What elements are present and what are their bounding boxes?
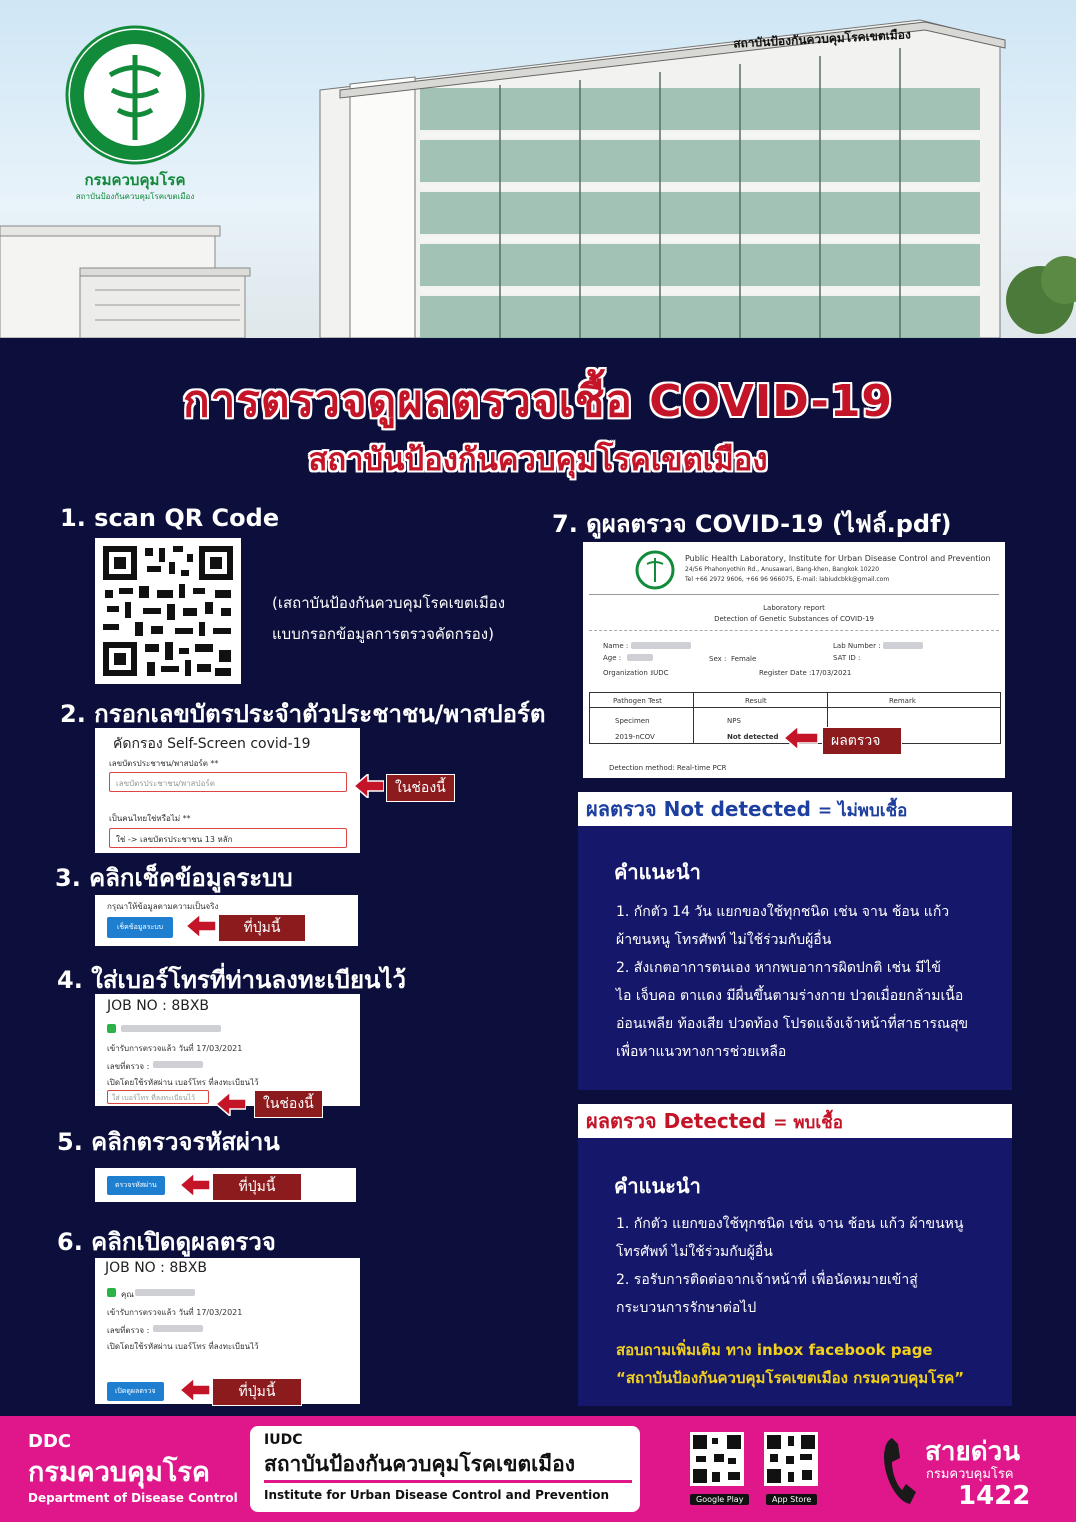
qr-note-line-1: (เสถาบันป้องกันควบคุมโรคเขตเมือง (272, 594, 506, 612)
report-subtitle: Detection of Genetic Substances of COVID-19 (714, 615, 874, 623)
qr-note-line-2: แบบกรอกข้อมูลการตรวจคัดกรอง) (272, 625, 494, 643)
contact-info (616, 1336, 964, 1392)
table-divider (693, 692, 694, 744)
organization-value: IUDC (651, 669, 669, 677)
hero-banner (0, 0, 1076, 338)
test-number-label: เลขที่ตรวจ : (107, 1326, 150, 1335)
report-address: 24/56 Phahonyothin Rd., Anusawari, Bang-khen, Bangkok 10220 (685, 566, 880, 573)
page-subtitle: สถาบันป้องกันควบคุมโรคเขตเมือง (308, 442, 768, 478)
arrow-left-icon (180, 1173, 210, 1197)
arrow-left-icon (784, 726, 818, 750)
building-sign: สถาบันป้องกันควบคุมโรคเขตเมือง (732, 27, 912, 51)
not-detected-header (578, 792, 1012, 826)
detected-meaning: = พบเชื้อ (773, 1113, 843, 1133)
hotline-label: สายด่วน (925, 1437, 1020, 1467)
report-contact: Tel +66 2972 9606, +66 96 966075, E-mail: labiudcbkk@gmail.com (685, 576, 890, 583)
password-hint: เปิดโดยใช้รหัสผ่าน เบอร์โทร ที่ลงทะเบียนไว้ (107, 1342, 259, 1351)
divider (264, 1480, 632, 1483)
blurred-lab-number (883, 642, 923, 649)
step-2-screenshot (95, 728, 360, 853)
qr-code[interactable] (95, 538, 241, 684)
verify-password-button[interactable]: ตรวจรหัสผ่าน (107, 1176, 165, 1195)
col-result: Result (745, 697, 767, 705)
advice-text (616, 1210, 996, 1322)
password-hint: เปิดโดยใช้รหัสผ่าน เบอร์โทร ที่ลงทะเบียนไว้ (107, 1078, 259, 1087)
arrow-left-icon (186, 914, 216, 938)
lab-number-label: Lab Number : (833, 642, 881, 650)
table-divider (589, 707, 1001, 708)
step-6-title: 6. คลิกเปิดดูผลตรวจ (57, 1228, 276, 1256)
divider (589, 594, 999, 595)
contact-line: “สถาบันป้องกันควบคุมโรคเขตเมือง กรมควบคุมโรค” (616, 1369, 965, 1387)
advice-line: โทรศัพท์ ไม่ใช้ร่วมกับผู้อื่น (616, 1244, 773, 1260)
sex-label: Sex : (709, 655, 727, 663)
open-result-button[interactable]: เปิดดูผลตรวจ (107, 1382, 164, 1401)
test-number-label: เลขที่ตรวจ : (107, 1062, 150, 1071)
specimen-label: Specimen (615, 717, 650, 725)
pointer-label: ในช่องนี้ (386, 774, 455, 802)
arrow-left-icon (180, 1378, 210, 1402)
blurred-test-number (153, 1325, 203, 1332)
blurred-name (121, 1025, 221, 1032)
phone-input[interactable]: ใส่ เบอร์โทร ที่ลงทะเบียนไว้ (107, 1090, 209, 1104)
blurred-test-number (153, 1061, 203, 1068)
specimen-value: NPS (727, 717, 741, 725)
sex-value: Female (731, 655, 757, 663)
report-title: Laboratory report (763, 604, 825, 612)
page-title: การตรวจดูผลตรวจเชื้อ COVID-19 (182, 376, 894, 427)
detected-advice (578, 1138, 1012, 1406)
report-org: Public Health Laboratory, Institute for Urban Disease Control and Prevention (685, 554, 991, 563)
thai-select[interactable]: ใช่ -> เลขบัตรประชาชน 13 หลัก (109, 828, 347, 848)
name-label: คุณ (121, 1290, 134, 1299)
detected-label: ผลตรวจ Detected (586, 1109, 767, 1133)
blurred-name (631, 642, 691, 649)
ddc-english-name: Department of Disease Control (28, 1491, 238, 1505)
pointer-label: ผลตรวจ (822, 727, 902, 755)
advice-title: คำแนะนำ (614, 1174, 701, 1198)
advice-text (616, 898, 996, 1066)
age-label: Age : (603, 654, 622, 662)
advice-line: เพื่อหาแนวทางการช่วยเหลือ (616, 1044, 787, 1060)
advice-line: 2. รอรับการติดต่อจากเจ้าหน้าที่ เพื่อนัดหมายเข้าสู่ (616, 1272, 918, 1288)
check-note: กรุณาให้ข้อมูลตามความเป็นจริง (107, 902, 219, 911)
advice-title: คำแนะนำ (614, 860, 701, 884)
ministry-subname: สถาบันป้องกันควบคุมโรคเขตเมือง (75, 192, 195, 201)
name-label: Name : (603, 642, 629, 650)
not-detected-meaning: = ไม่พบเชื้อ (817, 801, 908, 821)
id-input[interactable]: เลขบัตรประชาชน/พาสปอร์ต (109, 772, 347, 792)
thai-label: เป็นคนไทยใช่หรือไม่ ** (109, 814, 191, 823)
hotline-sub: กรมควบคุมโรค (926, 1467, 1014, 1482)
step-1-title: 1. scan QR Code (60, 504, 280, 532)
detection-method: Detection method: Real-time PCR (609, 764, 727, 772)
app-store-badge[interactable]: App Store (766, 1494, 817, 1505)
detected-header (578, 1104, 1012, 1138)
not-detected-advice (578, 826, 1012, 1090)
visit-date: เข้ารับการตรวจแล้ว วันที่ 17/03/2021 (107, 1044, 243, 1053)
blurred-age (627, 654, 653, 661)
register-date: 17/03/2021 (811, 669, 852, 677)
iudc-thai-name: สถาบันป้องกันควบคุมโรคเขตเมือง (264, 1452, 576, 1476)
advice-line: ไอ เจ็บคอ ตาแดง มีผื่นขึ้นตามร่างกาย ปวดเมื่อยกล้ามเนื้อ (616, 988, 964, 1004)
organization-label: Organization : (603, 669, 653, 677)
col-pathogen-test: Pathogen Test (613, 697, 662, 705)
advice-line: 2. สังเกตอาการตนเอง หากพบอาการผิดปกติ เช่น มีไข้ (616, 960, 941, 976)
ddc-thai-name: กรมควบคุมโรค (28, 1457, 210, 1488)
pointer-label: ที่ปุ่มนี้ (218, 914, 306, 942)
advice-line: กระบวนการรักษาต่อไป (616, 1300, 757, 1316)
advice-line: อ่อนเพลีย ท้องเสีย ปวดท้อง โปรดแจ้งเจ้าหน้าที่สาธารณสุข (616, 1016, 969, 1032)
step-4-title: 4. ใส่เบอร์โทรที่ท่านลงทะเบียนไว้ (57, 966, 406, 994)
ddc-label: DDC (28, 1431, 72, 1452)
test-name: 2019-nCOV (615, 733, 655, 741)
job-number: JOB NO : 8BXB (107, 998, 210, 1014)
form-title: คัดกรอง Self-Screen covid-19 (113, 736, 311, 752)
advice-line: 1. กักตัว 14 วัน แยกของใช้ทุกชนิด เช่น จาน ช้อน แก้ว (616, 904, 950, 920)
phone-icon (882, 1436, 918, 1506)
step-3-title: 3. คลิกเช็คข้อมูลระบบ (55, 864, 293, 892)
user-icon (107, 1288, 116, 1297)
divider (589, 630, 999, 631)
iudc-label: IUDC (264, 1432, 303, 1448)
sat-id-label: SAT ID : (833, 654, 861, 662)
col-remark: Remark (889, 697, 916, 705)
arrow-left-icon (354, 774, 384, 798)
job-number: JOB NO : 8BXB (105, 1260, 208, 1276)
advice-line: 1. กักตัว แยกของใช้ทุกชนิด เช่น จาน ช้อน แก้ว ผ้าขนหนู (616, 1216, 964, 1232)
pointer-label: ในช่องนี้ (254, 1090, 323, 1118)
id-label: เลขบัตรประชาชน/พาสปอร์ต ** (109, 759, 219, 768)
step-2-title: 2. กรอกเลขบัตรประจำตัวประชาชน/พาสปอร์ต (60, 700, 546, 728)
qr-code-icon (95, 538, 241, 684)
hotline-number: 1422 (958, 1481, 1031, 1511)
contact-line: สอบถามเพิ่มเติม ทาง inbox facebook page (616, 1341, 933, 1359)
check-system-button[interactable]: เช็คข้อมูลระบบ (107, 917, 173, 938)
ministry-name: กรมควบคุมโรค (84, 171, 186, 189)
google-play-qr-icon[interactable] (690, 1432, 744, 1486)
pointer-label: ที่ปุ่มนี้ (212, 1173, 302, 1201)
blurred-name (135, 1289, 195, 1296)
user-icon (107, 1024, 116, 1033)
step-7-title: 7. ดูผลตรวจ COVID-19 (ไฟล์.pdf) (552, 510, 952, 538)
qr-note (272, 588, 542, 650)
google-play-badge[interactable]: Google Play (690, 1494, 749, 1505)
test-result: Not detected (727, 733, 779, 741)
step-5-title: 5. คลิกตรวจรหัสผ่าน (57, 1128, 280, 1156)
pointer-label: ที่ปุ่มนี้ (212, 1378, 302, 1406)
advice-line: ผ้าขนหนู โทรศัพท์ ไม่ใช้ร่วมกับผู้อื่น (616, 932, 832, 948)
visit-date: เข้ารับการตรวจแล้ว วันที่ 17/03/2021 (107, 1308, 243, 1317)
ministry-seal-icon (635, 550, 675, 590)
not-detected-label: ผลตรวจ Not detected (586, 797, 811, 821)
iudc-english-name: Institute for Urban Disease Control and Prevention (264, 1488, 610, 1502)
app-store-qr-icon[interactable] (764, 1432, 818, 1486)
arrow-left-icon (216, 1092, 246, 1116)
register-label: Register Date : (759, 669, 812, 677)
